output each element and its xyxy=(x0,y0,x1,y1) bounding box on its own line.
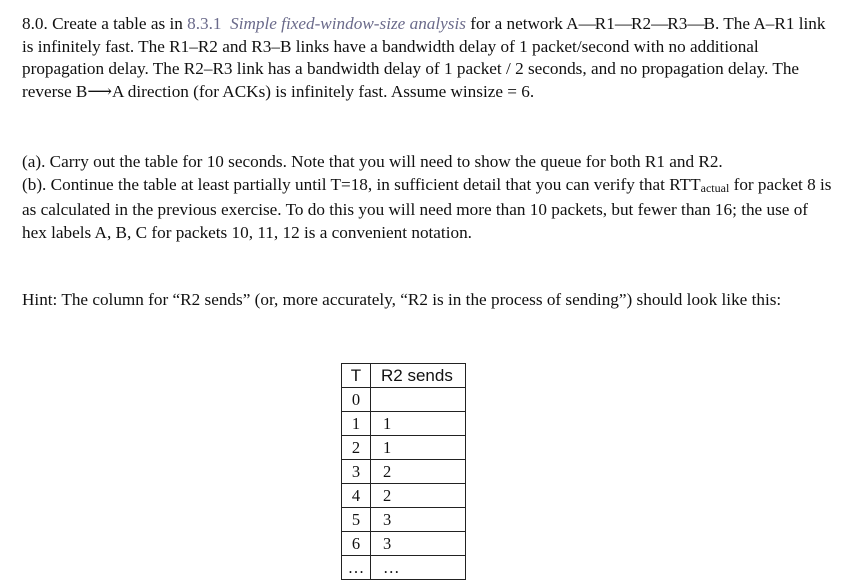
table-row xyxy=(342,412,466,436)
part-b-text xyxy=(22,174,832,245)
arrow-symbol: ⟶ xyxy=(87,81,113,101)
table-row xyxy=(342,388,466,412)
cell-r2 xyxy=(371,388,466,412)
intro-text: 8.0. Create a table as in xyxy=(22,14,188,33)
cell-r2: 2 xyxy=(371,484,466,508)
node-label: R3 xyxy=(667,14,688,33)
table-row xyxy=(342,460,466,484)
cell-t: 3 xyxy=(342,460,371,484)
cell-t: 5 xyxy=(342,508,371,532)
intro-text: B. xyxy=(703,14,720,33)
cell-t: 2 xyxy=(342,436,371,460)
cell-t: … xyxy=(342,556,371,580)
section-link[interactable] xyxy=(187,14,466,33)
r2-sends-table xyxy=(341,363,466,580)
cell-t: 0 xyxy=(342,388,371,412)
cell-t: 4 xyxy=(342,484,371,508)
intro-text: The A–R1 link is infinitely fast. The R1–R2 and R3–B links have a bandwidth delay of 1 packet/second with no additional propagation delay. The R2–R3 link has a bandwidth delay of 1 packet / 2 seconds, and no propagation delay. The reverse B xyxy=(22,14,826,101)
cell-t: 1 xyxy=(342,412,371,436)
link-dash: — xyxy=(578,14,595,33)
table-header-row xyxy=(342,364,466,388)
table-row xyxy=(342,532,466,556)
table-row xyxy=(342,484,466,508)
node-label: R2 xyxy=(631,14,652,33)
exercise-intro xyxy=(22,13,832,103)
part-b-text-1: (b). Continue the table at least partially until T=18, in sufficient detail that you can verify that RTT xyxy=(22,174,701,194)
part-a-text: (a). Carry out the table for 10 seconds. Note that you will need to show the queue for both R1 and R2. xyxy=(22,152,723,171)
cell-r2: 1 xyxy=(371,412,466,436)
exercise-parts xyxy=(22,151,832,244)
intro-text: A direction (for ACKs) is infinitely fast. Assume winsize = 6. xyxy=(112,81,535,101)
cell-r2: … xyxy=(371,556,466,580)
section-title: Simple fixed-window-size analysis xyxy=(230,14,466,33)
cell-t: 6 xyxy=(342,532,371,556)
cell-r2: 2 xyxy=(371,460,466,484)
cell-r2: 1 xyxy=(371,436,466,460)
node-label: R1 xyxy=(594,14,615,33)
section-number: 8.3.1 xyxy=(187,14,222,33)
intro-text: for a network A xyxy=(465,14,579,33)
table-row xyxy=(342,436,466,460)
table-row xyxy=(342,508,466,532)
table-row xyxy=(342,556,466,580)
header-r2-sends: R2 sends xyxy=(371,364,466,388)
link-dash: — xyxy=(687,14,704,33)
header-t: T xyxy=(342,364,371,388)
cell-r2: 3 xyxy=(371,508,466,532)
part-b-text-2: for packet 8 is as calculated in the previous exercise. To do this you will need more than 10 packets, but fewer than 16; the use of hex labels A, B, C for packets 10, 11, 12 is a convenient notation. xyxy=(22,174,832,242)
link-dash: — xyxy=(614,14,632,33)
link-dash: — xyxy=(651,14,668,33)
rtt-subscript: actual xyxy=(700,180,730,195)
hint-text: Hint: The column for “R2 sends” (or, more accurately, “R2 is in the process of sending”) should look like this: xyxy=(22,290,782,309)
cell-r2: 3 xyxy=(371,532,466,556)
